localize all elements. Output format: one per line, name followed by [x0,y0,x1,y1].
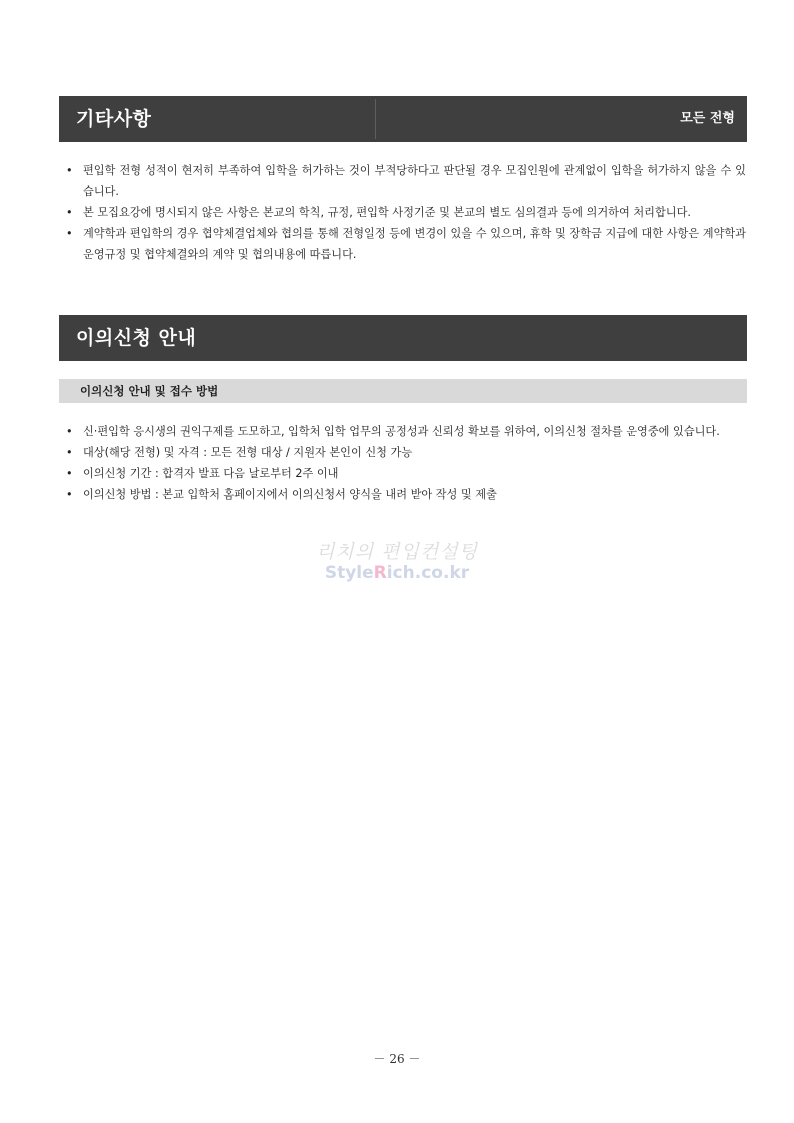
bullet-icon: • [66,164,73,177]
watermark-url-accent: R [373,563,387,583]
list-item [62,484,746,505]
section-header-etc [59,96,747,142]
etc-bullet-list [62,160,746,265]
list-item [62,463,746,484]
list-item-text: 이의신청 방법 : 본교 입학처 홈페이지에서 이의신청서 양식을 내려 받아 작성 및 제출 [83,488,497,501]
list-item-text: 계약학과 편입학의 경우 협약체결업체와 협의를 통해 전형일정 등에 변경이 있을 수 있으며, 휴학 및 장학금 지급에 대한 사항은 계약학과 운영규정 및 협약체결와의 계약 및 협의내용에 따릅니다. [83,227,746,261]
watermark-url-post: ich.co.kr [386,563,470,583]
appeal-bullet-list [62,421,746,505]
bullet-icon: • [66,446,73,459]
header-divider [375,99,376,139]
list-item-text: 편입학 전형 성적이 현저히 부족하여 입학을 허가하는 것이 부적당하다고 판단될 경우 모집인원에 관계없이 입학을 허가하지 않을 수 있습니다. [83,164,746,198]
page-number: － 26 － [373,1052,421,1066]
section-tag-all-admissions: 모든 전형 [680,111,735,126]
watermark-korean: 리치의 편입컨설팅 [316,541,478,563]
section-title-etc: 기타사항 [76,108,152,130]
subsection-header [59,379,747,403]
list-item [62,223,746,265]
bullet-icon: • [66,488,73,501]
section-title-appeal: 이의신청 안내 [76,327,197,349]
bullet-icon: • [66,227,73,240]
watermark-url [0,563,794,583]
bullet-icon: • [66,206,73,219]
watermark-url-pre: Style [324,563,374,583]
list-item [62,442,746,463]
list-item [62,202,746,223]
list-item-text: 대상(해당 전형) 및 자격 : 모든 전형 대상 / 지원자 본인이 신청 가능 [83,446,413,459]
list-item-text: 이의신청 기간 : 합격자 발표 다음 날로부터 2주 이내 [83,467,339,480]
list-item-text: 신·편입학 응시생의 권익구제를 도모하고, 입학처 입학 업무의 공정성과 신뢰성 확보를 위하여, 이의신청 절차를 운영중에 있습니다. [83,425,720,438]
bullet-icon: • [66,467,73,480]
bullet-icon: • [66,425,73,438]
list-item [62,421,746,442]
subsection-title: 이의신청 안내 및 접수 방법 [80,384,219,398]
list-item-text: 본 모집요강에 명시되지 않은 사항은 본교의 학칙, 규정, 편입학 사정기준 및 본교의 별도 심의결과 등에 의거하여 처리합니다. [83,206,691,219]
list-item [62,160,746,202]
section-header-appeal [59,315,747,361]
